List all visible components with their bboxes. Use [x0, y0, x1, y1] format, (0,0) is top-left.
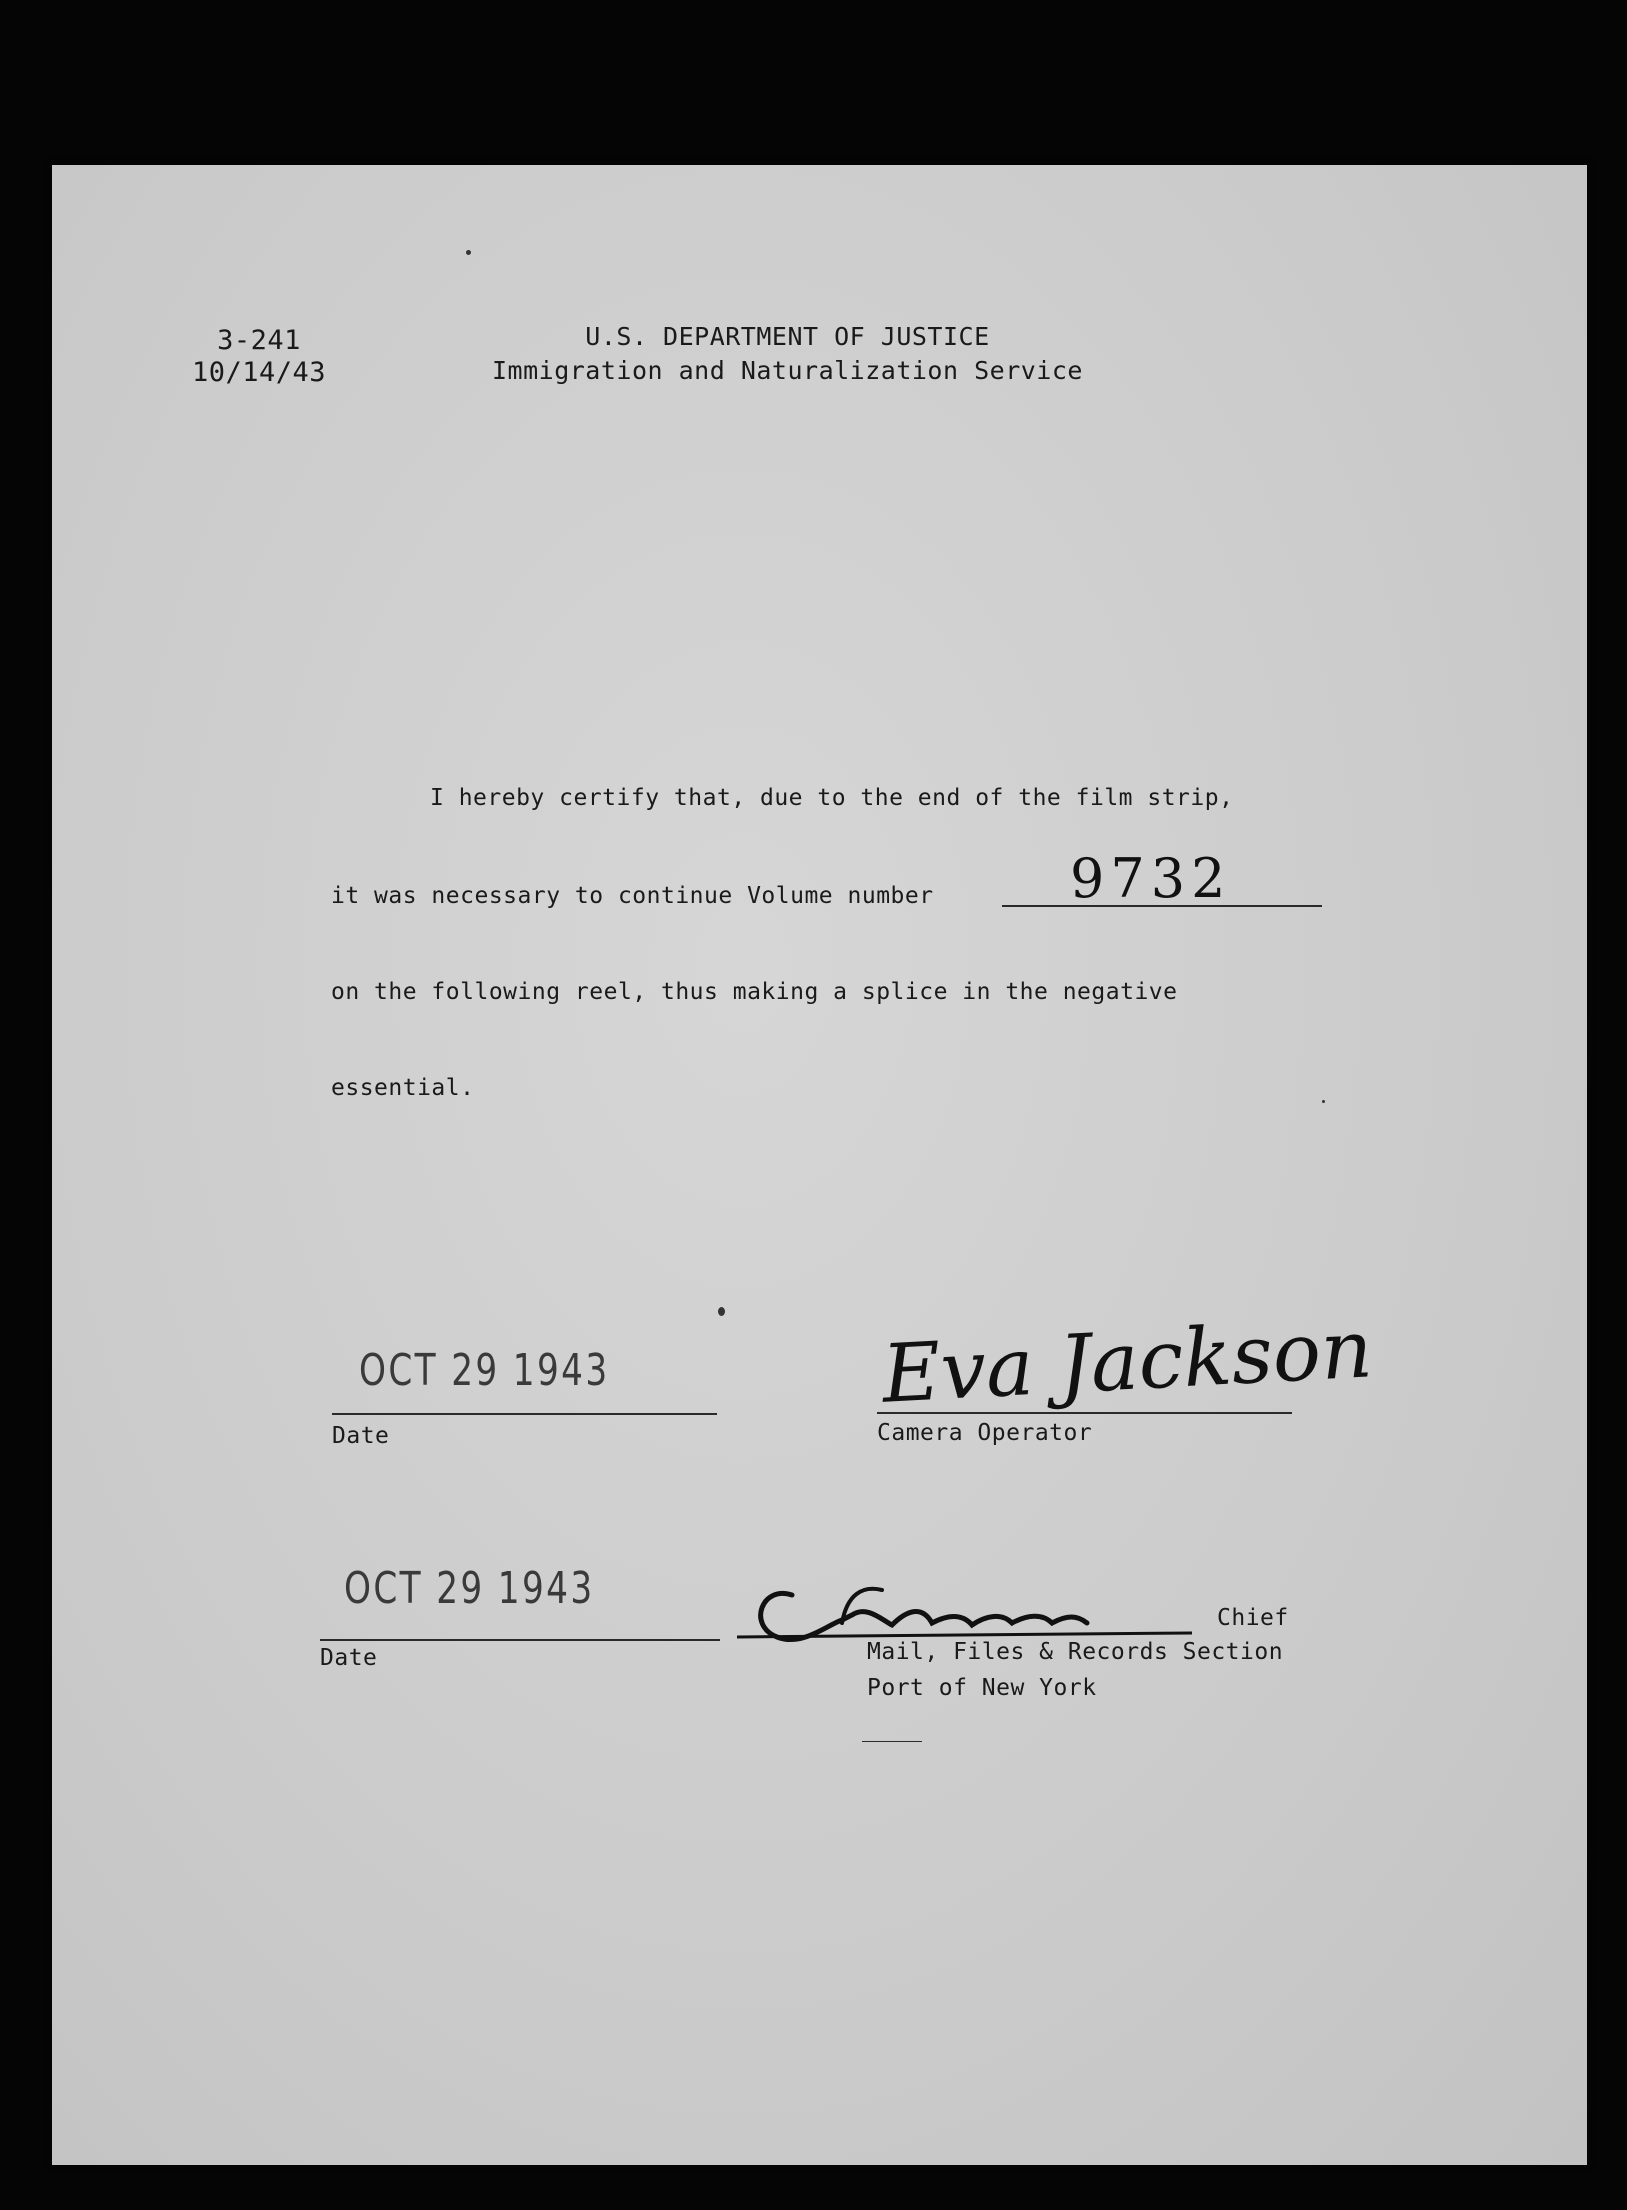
camera-operator-date-line — [332, 1413, 717, 1415]
chief-date-stamp: OCT 29 1943 — [344, 1563, 595, 1614]
chief-port-name: Port of New York — [867, 1675, 1097, 1701]
department-name: U.S. DEPARTMENT OF JUSTICE — [585, 322, 990, 351]
camera-operator-date-stamp: OCT 29 1943 — [359, 1345, 610, 1396]
certification-line-3: on the following reel, thus making a splice in the negative — [331, 979, 1178, 1005]
certification-line-2-text: it was necessary to continue Volume number — [331, 883, 934, 909]
camera-operator-signature: Eva Jackson — [879, 1302, 1375, 1421]
certificate-page — [52, 165, 1587, 2165]
certification-line-2 — [331, 883, 934, 909]
form-revision-date: 10/14/43 — [192, 357, 327, 388]
form-code — [192, 325, 326, 389]
certification-line-1: I hereby certify that, due to the end of the film strip, — [430, 785, 1234, 811]
chief-date-label: Date — [320, 1645, 378, 1671]
volume-number: 9732 — [1070, 847, 1232, 910]
camera-operator-signature-line — [877, 1412, 1292, 1414]
form-number: 3-241 — [217, 325, 301, 356]
chief-date-line — [320, 1639, 720, 1641]
camera-operator-role-label: Camera Operator — [877, 1420, 1093, 1446]
chief-title: Chief — [1217, 1605, 1289, 1631]
dust-speck — [466, 250, 471, 255]
letterhead — [492, 320, 1083, 388]
stray-mark — [862, 1741, 922, 1742]
chief-section-name: Mail, Files & Records Section — [867, 1639, 1284, 1665]
service-name: Immigration and Naturalization Service — [492, 356, 1083, 385]
dust-speck — [718, 1307, 725, 1316]
camera-operator-date-label: Date — [332, 1423, 390, 1449]
certification-line-4: essential. — [331, 1075, 475, 1101]
dust-speck — [1322, 1100, 1325, 1103]
